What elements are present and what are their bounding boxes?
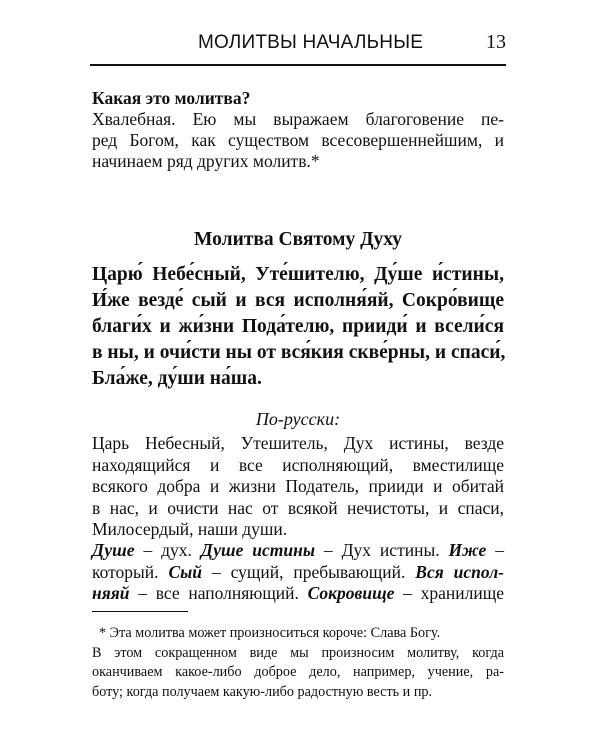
glossary-term: Вся испол- [415,561,504,582]
translation-paragraph [92,433,504,541]
prayer-line: Царю́ Небе́сный, Уте́шителю, Ду́ше и́стины, [92,264,504,285]
glossary-definition: – [486,540,505,560]
glossary-term: Душе [92,540,135,560]
glossary-line [92,562,504,584]
translation-line: находящийся и все исполняющий, вместилище [92,454,504,475]
russian-subhead: По-русски: [255,409,341,429]
prayer-line: в ны, и очи́сти ны от вся́кия скве́рны, и спаси́, [92,342,506,363]
prayer-line: Бла́же, ду́ши на́ша. [92,368,262,389]
glossary-term: Сый [168,561,203,582]
section-title: Молитва Святому Духу [194,229,402,250]
translation-line: Милосердый, наши души. [92,519,288,539]
glossary-definition: – хранилище [394,583,504,603]
prayer-line: И́же везде́ сый и вся исполня́яй, Сокро́вище [92,290,504,311]
glossary-definition: – Дух истины. [314,540,449,560]
glossary-line [92,583,504,605]
answer-line: Хвалебная. Ею мы выражаем благоговение пе- [92,109,504,129]
footnote-line: боту; когда получаем какую-либо радостную весть и пр. [92,683,433,700]
footnote-rule [92,611,188,612]
running-header [90,26,506,64]
glossary-definition: – сущий, пребывающий. [202,561,416,582]
glossary-line [92,540,504,562]
page-number: 13 [486,31,506,53]
header-rule [90,64,506,66]
translation-line: Царь Небесный, Утешитель, Дух истины, везде [92,433,504,453]
answer-line: ред Богом, как существом всесовершеннейшим, и [92,130,504,150]
answer-line: начинаем ряд других молитв.* [92,151,320,171]
running-title: МОЛИТВЫ НАЧАЛЬНЫЕ [198,32,424,53]
prayer-text [92,262,504,392]
footnote [92,624,504,702]
answer-paragraph [92,109,504,172]
footnote-line: В этом сокращенном виде мы произносим молитву, когда [92,644,504,661]
glossary-term: Иже [448,540,487,560]
glossary-term: Сокровище [307,583,395,603]
glossary-term: няяй [92,583,130,603]
glossary-paragraph [92,540,504,605]
translation-line: всякого добра и жизни Податель, прииди и обитай [92,476,504,496]
question-heading: Какая это молитва? [92,88,251,108]
glossary-definition: – дух. [134,540,201,560]
footnote-line: * Эта молитва может произноситься короче: Слава Богу. [99,625,441,641]
prayer-line: благи́х и жи́зни Пода́телю, прииди́ и всели́ся [92,316,504,337]
glossary-term: Душе истины [200,540,315,560]
footnote-line: оканчиваем какое-либо доброе дело, например, учение, ра- [92,664,504,680]
translation-line: в нас, и очисти нас от всякой нечистоты, и спаси, [92,497,504,518]
glossary-definition: – все наполняющий. [129,583,308,603]
glossary-definition: который. [92,561,169,582]
